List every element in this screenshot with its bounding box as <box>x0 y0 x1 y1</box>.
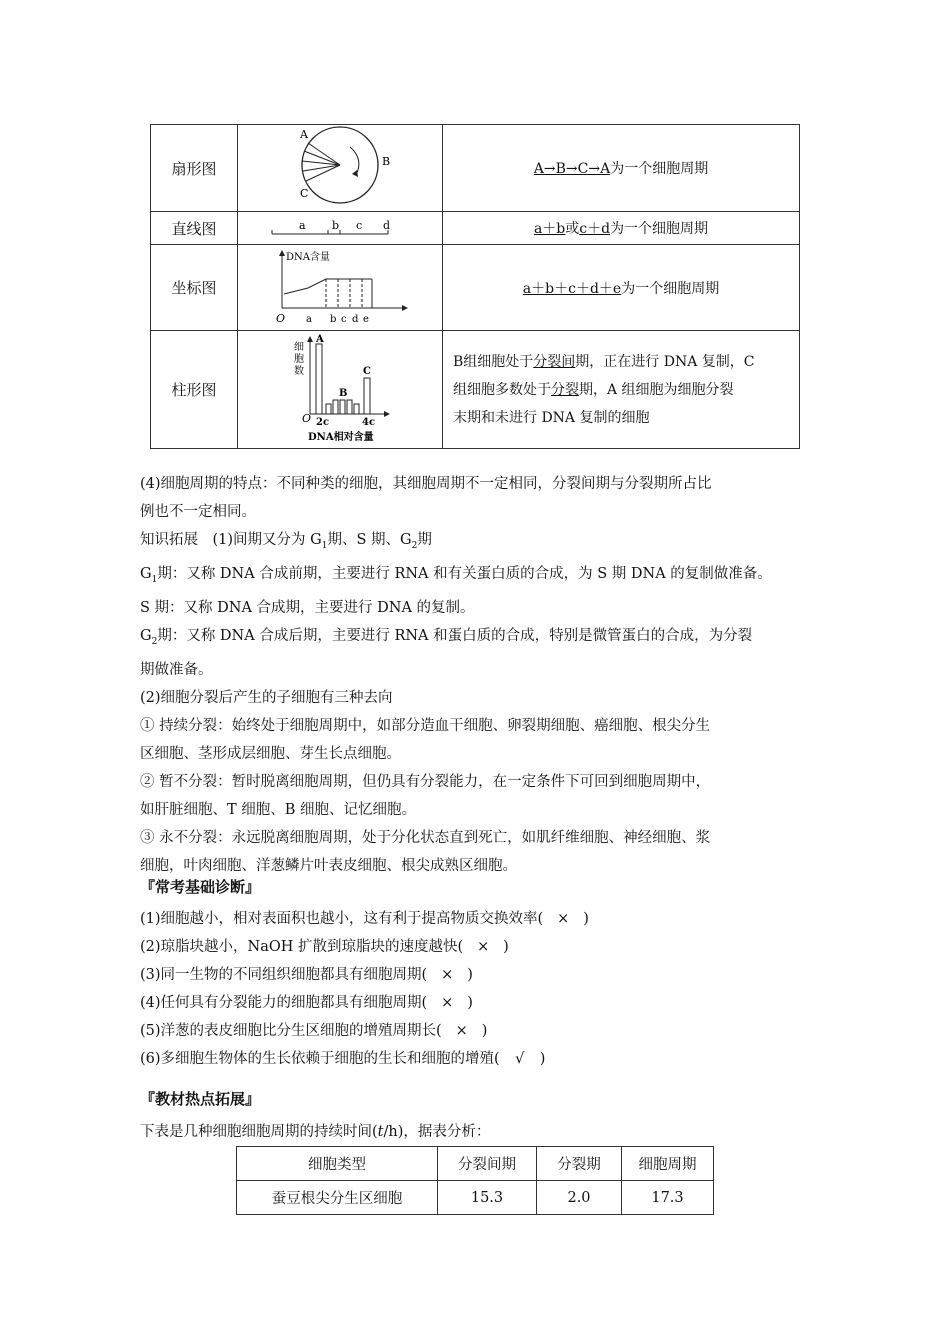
x-axis-label: DNA相对含量 <box>308 431 374 443</box>
fig-label-b: B <box>382 155 391 168</box>
g2-line-cont: 期做准备。 <box>140 661 213 678</box>
tick-a: a <box>306 313 312 325</box>
diagnosis-item-2 <box>140 935 509 956</box>
cell-cycle-representation-table <box>150 124 800 449</box>
fate-2-line2: 如肝脏细胞、T 细胞、B 细胞、记忆细胞。 <box>140 801 417 818</box>
tick-c: c <box>341 313 347 325</box>
row-name: 直线图 <box>151 212 238 245</box>
table-row-bar <box>151 331 800 449</box>
item-text: ) <box>539 1051 546 1067</box>
item-text: ) <box>467 967 473 983</box>
p4-line1: (4)细胞周期的特点：不同种类的细胞，其细胞周期不一定相同，分裂间期与分裂期所占比 <box>140 476 712 492</box>
fate-2-line1: ② 暂不分裂：暂时脱离细胞周期，但仍具有分裂能力，在一定条件下可回到细胞周期中， <box>140 773 711 790</box>
tick-d: d <box>383 219 391 232</box>
fate-3-line2: 细胞，叶肉细胞、洋葱鳞片叶表皮细胞、根尖成熟区细胞。 <box>140 857 517 874</box>
underlined-text: 分裂 <box>551 381 579 398</box>
answer-mark: × <box>441 967 454 983</box>
fig-label-a: A <box>300 128 308 141</box>
diagnosis-heading: 『常考基础诊断』 <box>140 878 261 896</box>
item-text: (1)细胞越小，相对表面积也越小，这有利于提高物质交换效率( <box>140 911 544 927</box>
item-text: ) <box>467 995 473 1011</box>
tick-d: d <box>352 313 359 325</box>
tick-e: e <box>363 313 369 325</box>
origin-label: O <box>276 311 286 325</box>
tick-c: c <box>356 219 363 232</box>
underlined-text: 分裂间 <box>533 353 576 370</box>
text: G <box>140 565 152 582</box>
table-cell: 17.3 <box>622 1181 714 1215</box>
fate-1-line1: ① 持续分裂：始终处于细胞周期中，如部分造血干细胞、卵裂期细胞、癌细胞、根尖分生 <box>140 717 711 734</box>
row-name: 扇形图 <box>151 125 238 212</box>
diagnosis-item-4 <box>140 991 473 1012</box>
hotspot-heading: 『教材热点拓展』 <box>140 1090 261 1108</box>
text: /h)，据表分析： <box>383 1124 491 1140</box>
s-line: S 期：又称 DNA 合成期，主要进行 DNA 的复制。 <box>140 599 475 616</box>
text: G <box>140 627 152 644</box>
header-cell: 分裂间期 <box>438 1147 537 1181</box>
body-text <box>140 470 810 880</box>
underlined-text: c＋d <box>579 221 611 237</box>
fate-title: (2)细胞分裂后产生的子细胞有三种去向 <box>140 689 393 706</box>
answer-mark: × <box>477 939 490 955</box>
header-cell: 细胞周期 <box>622 1147 714 1181</box>
table-cell: 15.3 <box>438 1181 537 1215</box>
answer-mark: √ <box>515 1051 525 1067</box>
underlined-text: a＋b <box>533 221 566 237</box>
row-name: 柱形图 <box>151 331 238 449</box>
diagnosis-item-5 <box>140 1019 487 1040</box>
underlined-text: a＋b＋c＋d＋e <box>522 280 622 297</box>
cell-cycle-duration-table <box>236 1146 714 1215</box>
text: 知识拓展 (1)间期又分为 G <box>140 532 322 548</box>
tick-2c: 2c <box>316 416 330 428</box>
tick-4c: 4c <box>362 416 376 428</box>
p4-line2: 例也不一定相同。 <box>140 504 256 520</box>
origin-label: O <box>302 411 312 425</box>
y-label-1: 细 <box>294 341 304 353</box>
answer-mark: × <box>557 911 570 927</box>
header-cell: 细胞类型 <box>237 1147 438 1181</box>
table-cell: 蚕豆根尖分生区细胞 <box>237 1181 438 1215</box>
fate-1-line2: 区细胞、茎形成层细胞、芽生长点细胞。 <box>140 745 401 762</box>
coordinate-diagram <box>238 245 443 331</box>
item-text: ) <box>481 1023 488 1039</box>
g2-line: $G_2$期：又称 DNA 合成后期，主要进行 RNA 和蛋白质的合成，特别是微管蛋白的合成，为分裂 <box>140 627 753 647</box>
text: 下表是几种细胞细胞周期的持续时间( <box>140 1124 378 1140</box>
desc-text: 或 <box>565 221 580 237</box>
item-text: (4)任何具有分裂能力的细胞都具有细胞周期( <box>140 995 428 1011</box>
desc-text: 为一个细胞周期 <box>610 161 709 177</box>
table-row-coordinate <box>151 245 800 331</box>
table-row-sector <box>151 125 800 212</box>
y-axis-label: DNA含量 <box>286 251 330 263</box>
header-cell: 分裂期 <box>537 1147 622 1181</box>
extension-title: 知识拓展 (1)间期又分为 $G_1$期、S 期、$G_2$期 <box>140 532 432 551</box>
text: 期 <box>417 532 432 548</box>
tick-b: b <box>330 313 337 325</box>
bar-label-a: A <box>316 333 324 345</box>
desc-line-1 <box>453 348 789 376</box>
desc-text: 为一个细胞周期 <box>610 221 709 237</box>
desc-text: 组细胞多数处于 <box>453 381 551 398</box>
item-text: (6)多细胞生物体的生长依赖于细胞的生长和细胞的增殖( <box>140 1051 500 1067</box>
table-row <box>237 1181 714 1215</box>
row-description <box>443 245 800 331</box>
row-description <box>443 331 800 449</box>
sector-diagram <box>238 125 443 212</box>
y-label-3: 数 <box>294 365 304 377</box>
italic-t: t <box>377 1124 384 1140</box>
underlined-text: A→B→C→A <box>533 161 611 177</box>
tick-b: b <box>332 219 340 232</box>
item-text: ) <box>503 939 509 955</box>
item-text: ) <box>583 911 589 927</box>
diagnosis-item-3 <box>140 963 473 984</box>
answer-mark: × <box>441 995 454 1011</box>
bar-diagram <box>238 331 443 449</box>
table-cell: 2.0 <box>537 1181 622 1215</box>
fate-3-line1: ③ 永不分裂：永远脱离细胞周期，处于分化状态直到死亡，如肌纤维细胞、神经细胞、浆 <box>140 829 711 846</box>
table-row-line <box>151 212 800 245</box>
bar-label-b: B <box>339 387 348 399</box>
hotspot-intro <box>140 1120 490 1141</box>
row-description <box>443 125 800 212</box>
item-text: (2)琼脂块越小，NaOH 扩散到琼脂块的速度越快( <box>140 939 464 955</box>
item-text: (3)同一生物的不同组织细胞都具有细胞周期( <box>140 967 428 983</box>
table-header-row <box>237 1147 714 1181</box>
answer-mark: × <box>455 1023 468 1039</box>
diagnosis-item-1 <box>140 907 589 928</box>
line-diagram <box>238 212 443 245</box>
item-text: (5)洋葱的表皮细胞比分生区细胞的增殖周期长( <box>140 1023 442 1039</box>
desc-text: B组细胞处于 <box>453 353 534 370</box>
desc-line-2 <box>453 376 789 404</box>
text: 期：又称 DNA 合成前期，主要进行 RNA 和有关蛋白质的合成，为 S 期 DNA 的复制做准备。 <box>157 565 772 582</box>
row-description <box>443 212 800 245</box>
row-name: 坐标图 <box>151 245 238 331</box>
diagnosis-item-6 <box>140 1047 545 1068</box>
desc-line-3: 末期和未进行 DNA 复制的细胞 <box>453 409 650 426</box>
text: 期：又称 DNA 合成后期，主要进行 RNA 和蛋白质的合成，特别是微管蛋白的合成，为分裂 <box>157 627 753 644</box>
desc-text: 期，A 组细胞为细胞分裂 <box>579 381 734 398</box>
desc-text: 为一个细胞周期 <box>621 280 720 297</box>
text: 期、S 期、G <box>327 532 412 548</box>
g1-line: $G_1$期：又称 DNA 合成前期，主要进行 RNA 和有关蛋白质的合成，为 S 期 DNA 的复制做准备。 <box>140 565 772 585</box>
desc-text: 期，正在进行 DNA 复制，C <box>575 353 755 370</box>
fig-label-c: C <box>300 187 309 200</box>
y-label-2: 胞 <box>294 353 304 365</box>
tick-a: a <box>299 219 306 232</box>
bar-label-c: C <box>363 365 371 377</box>
